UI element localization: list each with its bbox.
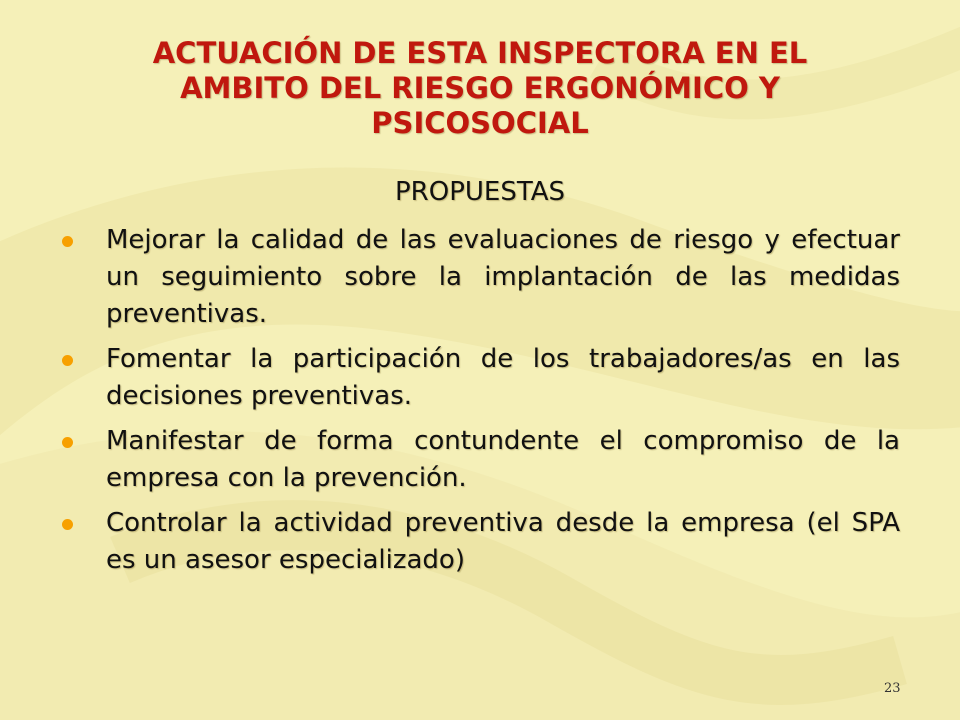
bullet-dot-icon	[62, 355, 73, 366]
slide-title	[60, 36, 900, 141]
bullet-dot-icon	[62, 236, 73, 247]
slide-title-line-2: AMBITO DEL RIESGO ERGONÓMICO Y	[180, 71, 780, 105]
slide-title-line-3: PSICOSOCIAL	[371, 106, 589, 140]
bullet-dot-icon	[62, 519, 73, 530]
page-number: 23	[884, 681, 901, 696]
bullet-text: Manifestar de forma contundente el compromiso de la empresa con la prevención.	[106, 426, 900, 493]
bullet-text: Controlar la actividad preventiva desde la empresa (el SPA es un asesor especializado)	[106, 508, 900, 575]
bullet-text: Fomentar la participación de los trabajadores/as en las decisiones preventivas.	[106, 344, 900, 411]
bullet-item	[58, 505, 900, 579]
bullet-item	[58, 341, 900, 415]
bullet-item	[58, 222, 900, 333]
bullet-text: Mejorar la calidad de las evaluaciones de riesgo y efectuar un seguimiento sobre la implantación de las medidas preventivas.	[106, 225, 900, 329]
slide-title-line-1: ACTUACIÓN DE ESTA INSPECTORA EN EL	[152, 36, 808, 70]
bullet-dot-icon	[62, 437, 73, 448]
section-heading: PROPUESTAS	[394, 177, 565, 207]
bullet-list	[58, 222, 900, 587]
bullet-item	[58, 423, 900, 497]
